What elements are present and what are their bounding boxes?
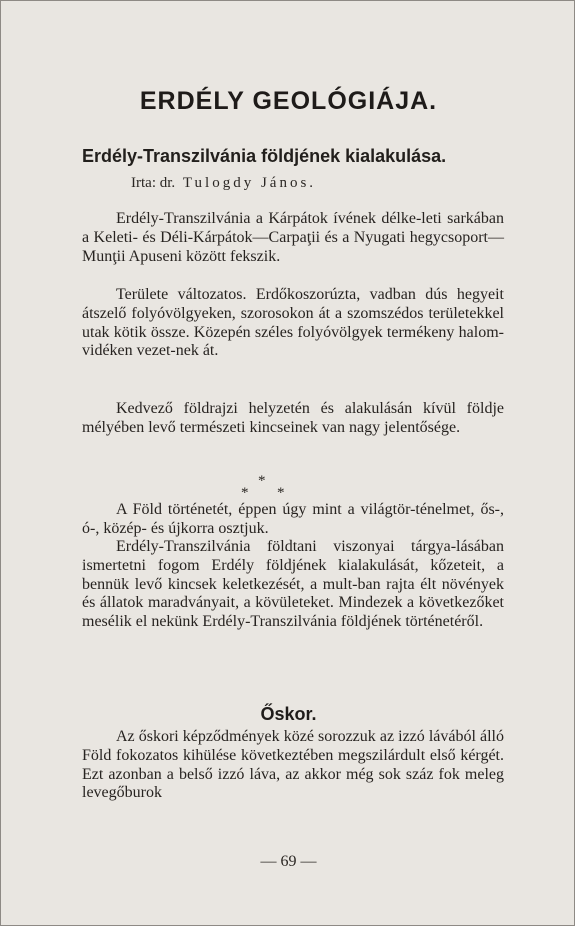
paragraph <box>82 400 504 438</box>
paragraph-text: Területe változatos. Erdőkoszorúzta, vadban dús hegyeit átszelő folyóvölgyeken, szorosokon át a szomszédos területekkel utak kötik össze. Közepén széles folyóvölgyek termékeny halom-vidéken vezet-nek át. <box>82 286 504 360</box>
section-heading: Őskor. <box>260 704 317 724</box>
paragraph-text: A Föld történetét, éppen úgy mint a világtör-ténelmet, ős-, ó-, közép- és újkorra osztjuk. <box>82 501 504 537</box>
paragraph-text: Erdély-Transzilvánia a Kárpátok ívének délke-leti sarkában a Keleti- és Déli-Kárpátok—Carpaţii és a Nyugati hegycsoport—Munţii Apuseni között fekszik. <box>82 210 504 265</box>
asterisk: * <box>277 485 285 501</box>
paragraph-text: Az őskori képződmények közé sorozzuk az izzó lávából álló Föld fokozatos kihülése következtében megszilárdult első kérgét. Ezt azonban a belső izzó láva, az akkor még sok száz fok meleg levegőburok <box>82 728 504 802</box>
asterisk: * <box>241 485 249 501</box>
byline <box>131 175 316 192</box>
paragraph <box>82 210 504 266</box>
article-subtitle: Erdély-Transzilvánia földjének kialakulása. <box>82 146 447 166</box>
byline-prefix: Irta: dr. <box>131 175 176 191</box>
paragraph-text: Erdély-Transzilvánia földtani viszonyai tárgya-lásában ismertetni fogom Erdély földjének kialakulását, kőzeteit, a bennük levő kincsek keletkezését, a mult-ban rajta élt növények és állatok maradványait, a kövületeket. Mindezek a következőket mesélik el nekünk Erdély-Transzilvánia földjének történetéről. <box>82 538 504 631</box>
paragraph <box>82 538 504 632</box>
asterisk: * <box>258 473 266 489</box>
section-asterism <box>238 470 298 504</box>
author-name: Tulogdy János. <box>182 175 317 191</box>
paragraph-text: Kedvező földrajzi helyzetén és alakulásán kívül földje mélyében levő természeti kincseinek van nagy jelentősége. <box>82 400 504 436</box>
paragraph <box>82 728 504 803</box>
paragraph <box>82 286 504 361</box>
page-number: — 69 — <box>260 853 317 870</box>
paragraph <box>82 501 504 539</box>
chapter-title: ERDÉLY GEOLÓGIÁJA. <box>139 87 438 115</box>
